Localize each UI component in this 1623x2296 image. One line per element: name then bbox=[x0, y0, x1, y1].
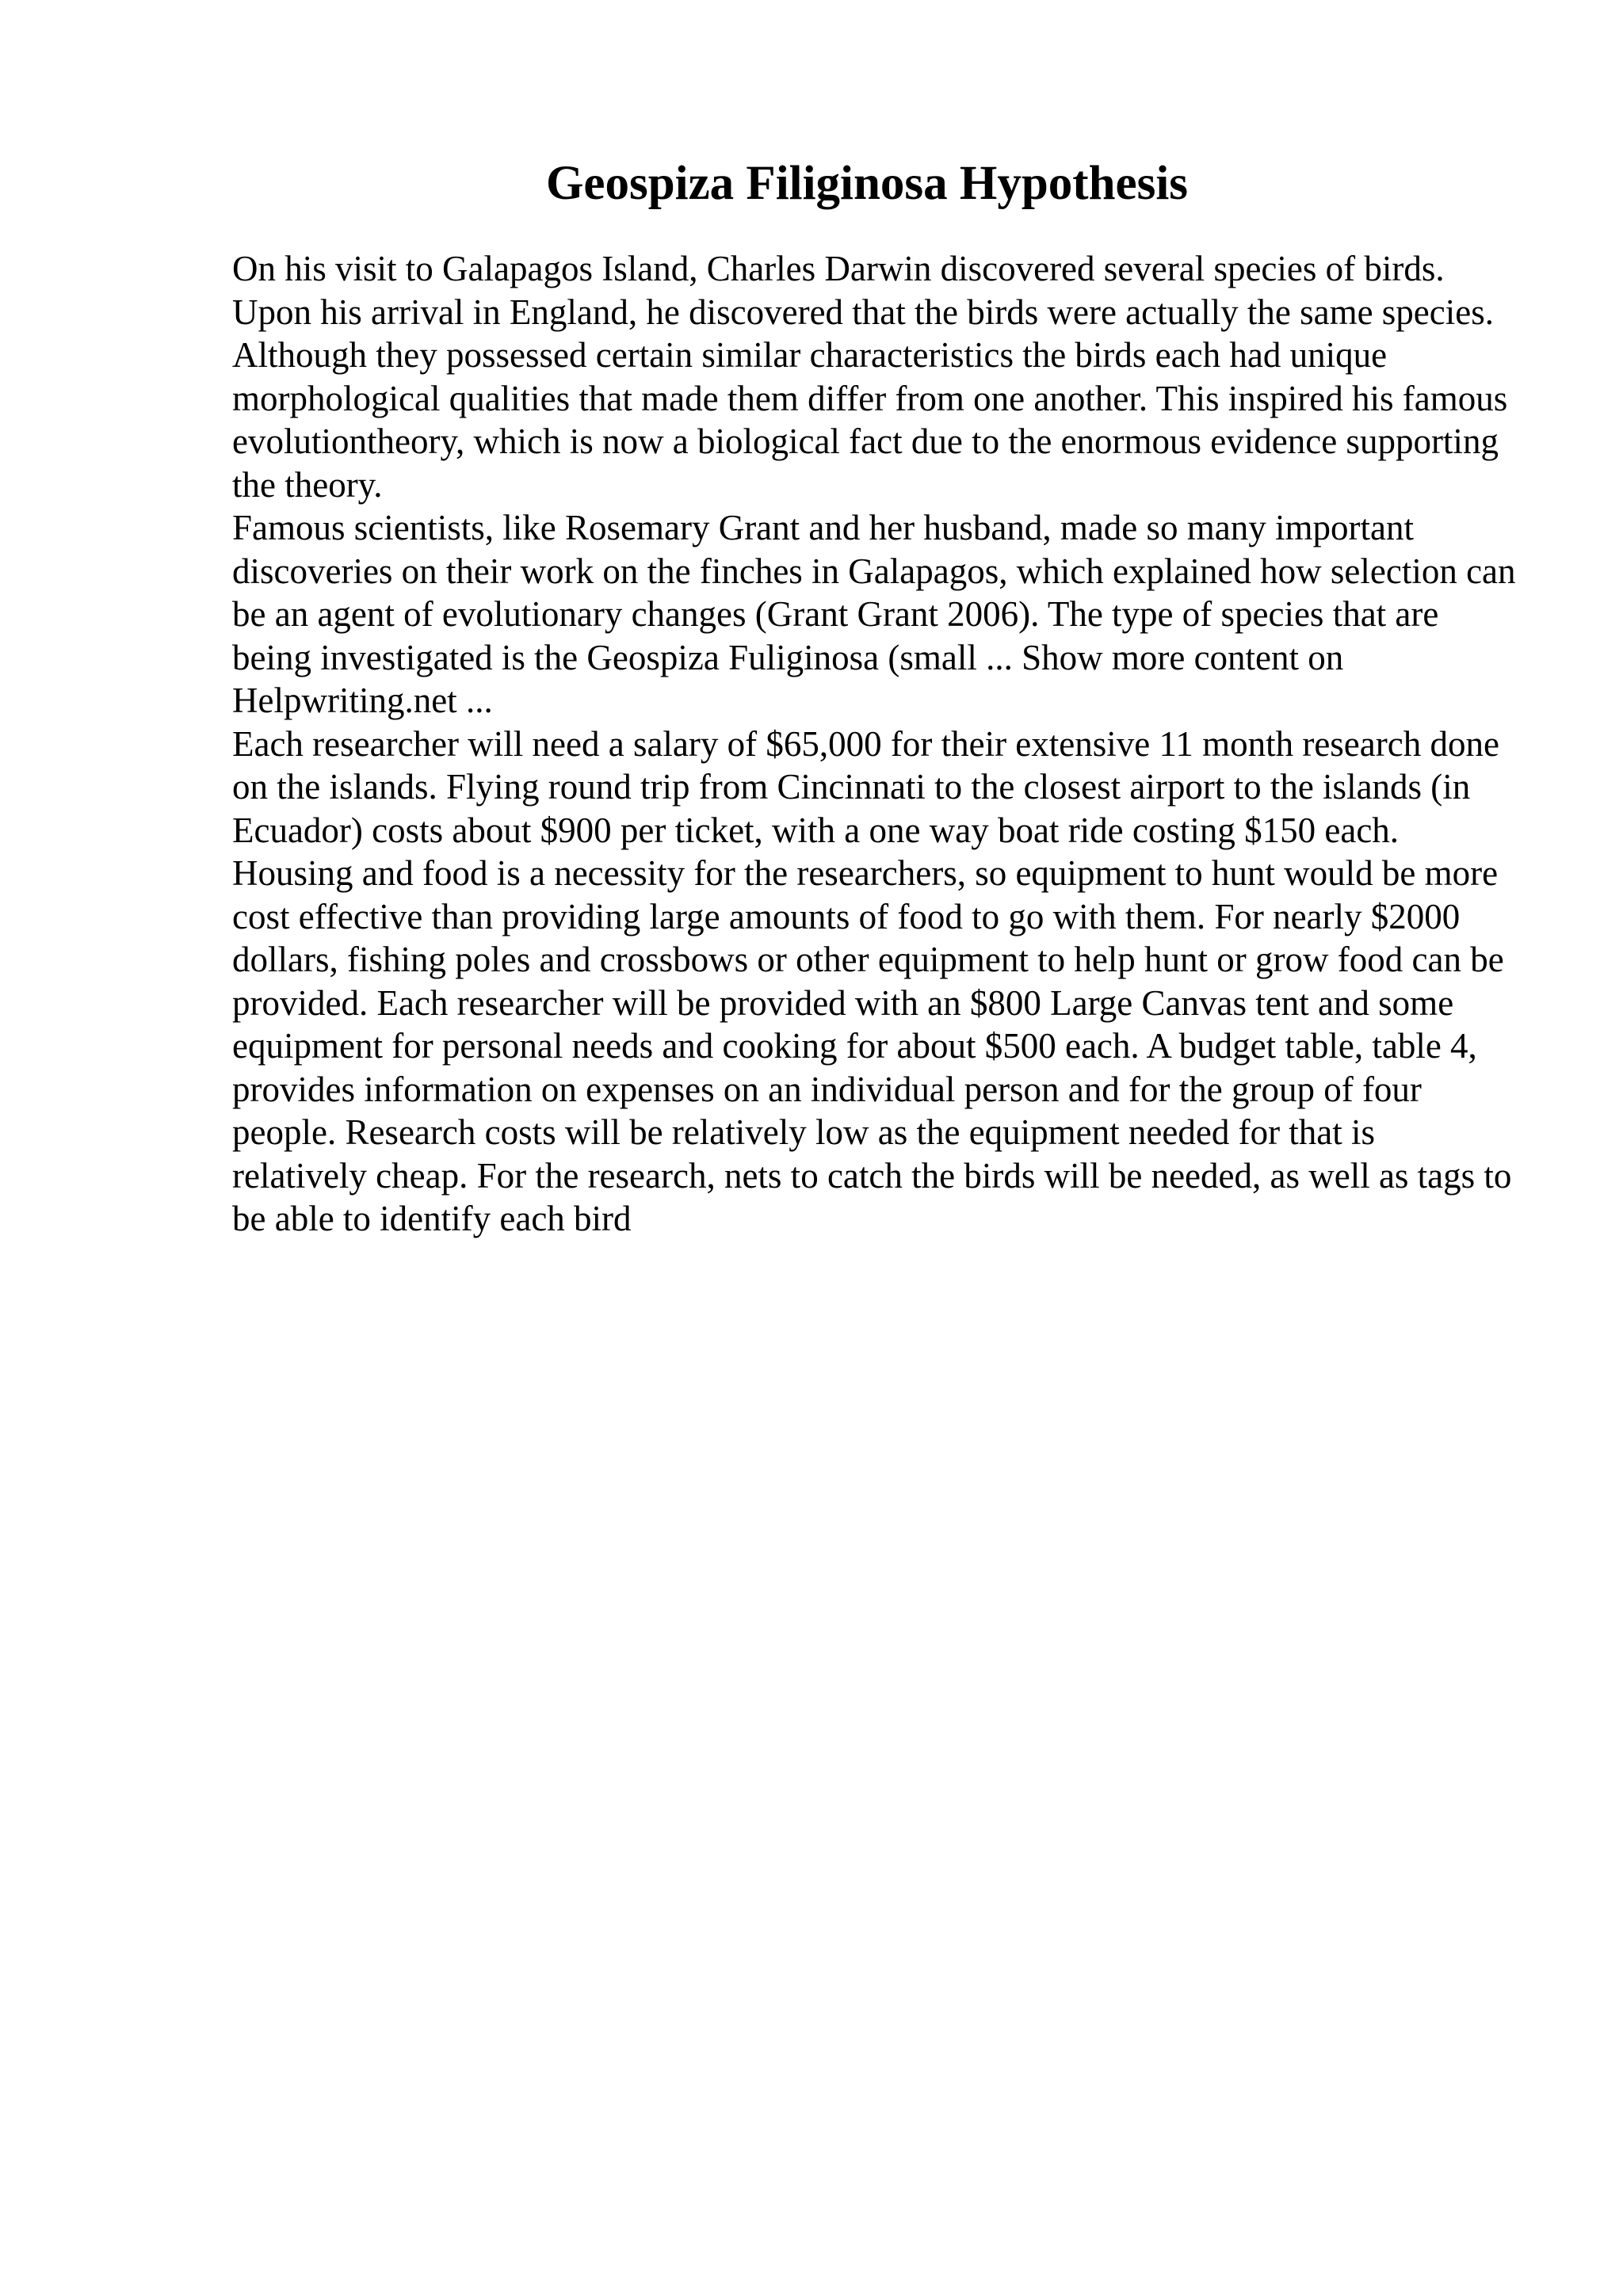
document-title: Geospiza Filiginosa Hypothesis bbox=[545, 157, 1189, 210]
paragraph-grant-finches: Famous scientists, like Rosemary Grant and her husband, made so many important discoveries on their work on the finches in Galapagos, which explained how selection can be an agent of evolutionary changes (Grant Grant 2006). The type of species that are being investigated is the Geospiza Fuliginosa (small ... Show more content on Helpwriting.net ... bbox=[232, 508, 1516, 720]
paragraph-research-budget: Each researcher will need a salary of $65,000 for their extensive 11 month research done on the islands. Flying round trip from Cincinnati to the closest airport to the islands (in Ecuador) costs about $900 per ticket, with a one way boat ride costing $150 each. Housing and food is a necessity for the researchers, so equipment to hunt would be more cost effective than providing large amounts of food to go with them. For nearly $2000 dollars, fishing poles and crossbows or other equipment to help hunt or grow food can be provided. Each researcher will be provided with an $800 Large Canvas tent and some equipment for personal needs and cooking for about $500 each. A budget table, table 4, provides information on expenses on an individual person and for the group of four people. Research costs will be relatively low as the equipment needed for that is relatively cheap. For the research, nets to catch the birds will be needed, as well as tags to be able to identify each bird bbox=[232, 723, 1512, 1238]
paragraph-darwin-galapagos: On his visit to Galapagos Island, Charles Darwin discovered several species of birds. Upon his arrival in England, he discovered that the birds were actually the same species. Although they possessed certain similar characteristics the birds each had unique morphological qualities that made them differ from one another. This inspired his famous evolutiontheory, which is now a biological fact due to the enormous evidence supporting the theory. bbox=[232, 249, 1508, 505]
document-body bbox=[232, 247, 1516, 1241]
